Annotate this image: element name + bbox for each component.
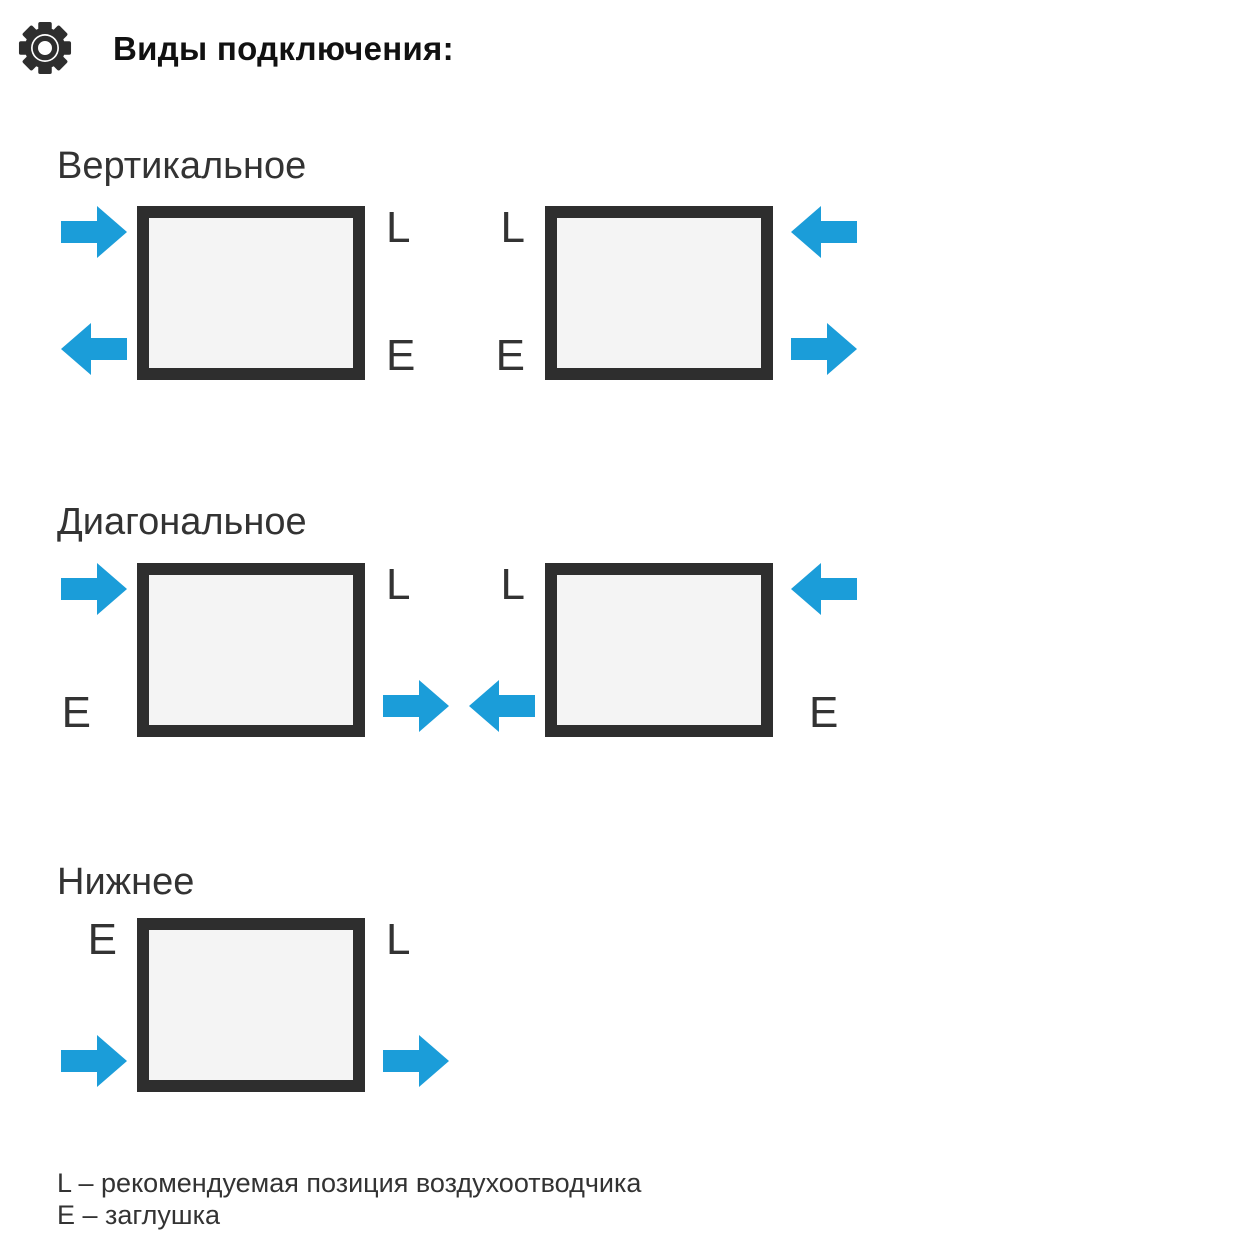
port-label: E	[495, 331, 525, 380]
radiator-body	[137, 918, 365, 1092]
port-label: L	[500, 203, 525, 252]
arrow-left-icon	[791, 563, 857, 615]
section-label: Диагональное	[57, 501, 307, 543]
arrow-left-icon	[469, 680, 535, 732]
port-label: L	[386, 560, 411, 609]
page-title: Виды подключения:	[113, 30, 454, 67]
port-label: E	[61, 688, 91, 737]
arrow-right-icon	[61, 563, 127, 615]
section-label: Вертикальное	[57, 145, 307, 187]
port-label: E	[87, 915, 117, 964]
legend	[57, 1167, 641, 1231]
arrow-right-icon	[791, 323, 857, 375]
arrow-left-icon	[61, 323, 127, 375]
legend-line-plug: E – заглушка	[57, 1200, 221, 1230]
arrow-right-icon	[61, 1035, 127, 1087]
gear-icon	[18, 20, 72, 76]
section-label: Нижнее	[57, 861, 195, 903]
radiator-body	[545, 563, 773, 737]
radiator-body	[545, 206, 773, 380]
port-label: E	[809, 688, 839, 737]
legend-line-air-vent: L – рекомендуемая позиция воздухоотводчика	[57, 1168, 642, 1198]
port-label: E	[386, 331, 416, 380]
arrow-right-icon	[383, 680, 449, 732]
port-label: L	[386, 915, 411, 964]
port-label: L	[386, 203, 411, 252]
port-label: L	[500, 560, 525, 609]
radiator-body	[137, 563, 365, 737]
radiator-body	[137, 206, 365, 380]
arrow-right-icon	[61, 206, 127, 258]
arrow-left-icon	[791, 206, 857, 258]
arrow-right-icon	[383, 1035, 449, 1087]
